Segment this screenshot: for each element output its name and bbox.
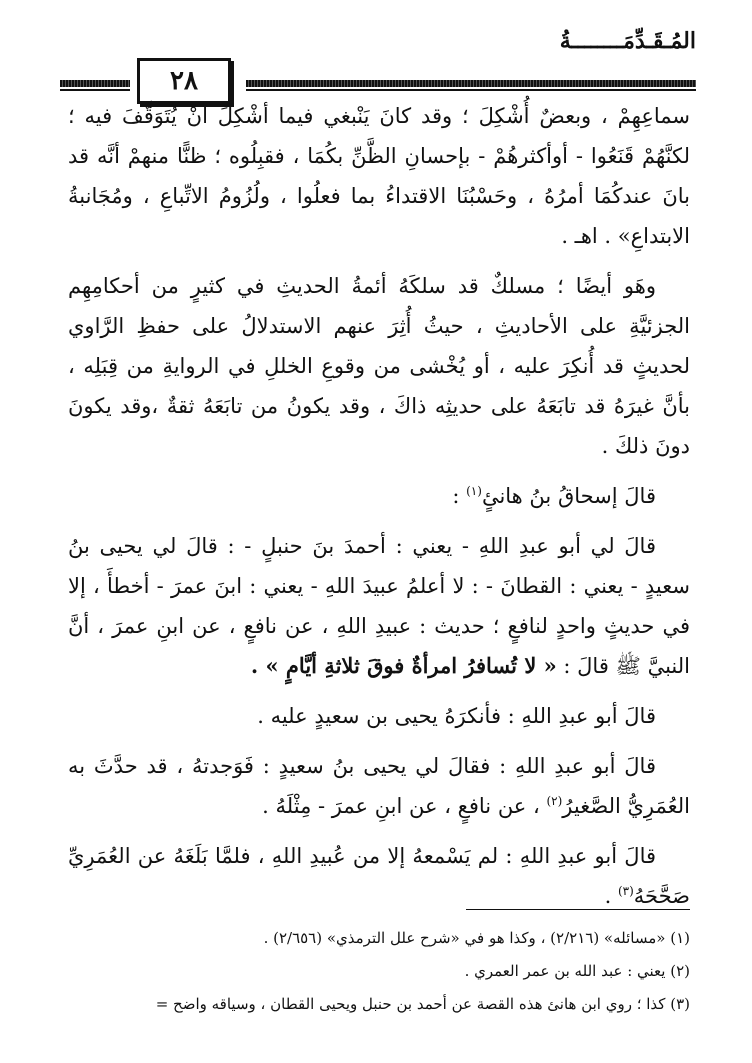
main-text [68, 96, 690, 926]
footnote: (٢) يعني : عبد الله بن عمر العمري . [464, 962, 690, 980]
hadith-quote: « لا تُسافرُ امرأةٌ فوقَ ثلاثةِ أيَّامٍ » . [250, 653, 557, 678]
header-rule-right [246, 80, 696, 96]
paragraph: وهَو أيضًا ؛ مسلكٌ قد سلكَهُ أئمةُ الحديثِ في كثيرٍ من أحكامِهِم الجزئيَّةِ على الأحاديثِ ، حيثُ أُثِرَ عنهم الاستدلالُ على حفظِ الرَّاوي لحديثٍ قد أُنكِرَ عليه ، أو يُخْشى من وقوعِ الخللِ في الروايةِ من قِبَلِه ، بأنَّ غيرَهُ قد تابَعَهُ على حديثِه ذاكَ ، وقد يكونُ من تابَعَهُ ثقةٌ ،وقد يكونَ دونَ ذلكَ . [68, 274, 690, 458]
footnote-ref[interactable]: (٣) [617, 884, 634, 898]
page-header [60, 20, 696, 96]
footnote-divider [466, 909, 690, 910]
paragraph-hadith [68, 526, 690, 686]
paragraph-text: قالَ إسحاقُ بنُ هانئٍ [481, 484, 656, 508]
footnote-ref[interactable]: (٢) [546, 794, 563, 808]
paragraph-ishaq [68, 476, 690, 516]
footnotes [60, 922, 690, 1021]
footnote: (١) «مسائله» (٢/٢١٦) ، وكذا هو في «شرح علل الترمذي» (٢/٦٥٦) . [263, 929, 690, 947]
paragraph-text: قالَ أبو عبدِ اللهِ : فقالَ لي يحيى بنُ سعيدٍ : فَوَجدتهُ ، قد حدَّثَ به العُمَرِيُّ الصَّغيرُ [68, 754, 690, 818]
paragraph-umari [68, 746, 690, 826]
paragraph: سماعِهِمْ ، وبعضٌ أُشْكِلَ ؛ وقد كانَ يَنْبغي فيما أشْكِلَ أنْ يُتَوَقَّفَ فيه ؛ لكنَّهُمْ قَنَعُوا - أوأكثرهُمْ - بإحسانِ الظَّنِّ بكُمَا ، فقبِلُوه ؛ ظنًّا منهمْ أنَّه قد بانَ عندكُمَا أمرُهُ ، وحَسْبُنَا الاقتداءُ بما فعلُوا ، ولُزُومُ الاتِّباعِ ، ومُجَانبةُ الابتداعِ» . اهـ . [68, 104, 690, 248]
header-rule-left [60, 80, 130, 96]
paragraph: قالَ أبو عبدِ اللهِ : فأنكرَهُ يحيى بن سعيدٍ عليه . [257, 704, 656, 728]
paragraph-suffix: ، عن نافعٍ ، عن ابنِ عمرَ - مِثْلَهُ . [262, 794, 547, 818]
footnote: (٣) كذا ؛ روي ابن هانئ هذه القصة عن أحمد بن حنبل ويحيى القطان ، وسياقه واضح = [155, 995, 690, 1013]
paragraph-text: قالَ أبو عبدِ اللهِ : لم يَسْمعهُ إلا من عُبيدِ اللهِ ، فلمَّا بَلَغَهُ عن العُمَرِيِّ صَحَّحَهُ [68, 844, 690, 908]
page-number: ٢٨ [137, 58, 231, 104]
paragraph-suffix: : [452, 484, 467, 508]
paragraph-text: قالَ لي أبو عبدِ اللهِ - يعني : أحمدَ بنَ حنبلٍ - : قالَ لي يحيى بنُ سعيدٍ - يعني : القطانَ - : لا أعلمُ عبيدَ اللهِ - يعني : ابنَ عمرَ - أخطأَ ، إلا في حديثٍ واحدٍ لنافعٍ ؛ حديث : عبيدِ اللهِ ، عن نافعٍ ، عن ابنِ عمرَ ، أنَّ النبيَّ ﷺ قالَ : [68, 534, 690, 678]
paragraph-sahhaha [68, 836, 690, 916]
running-title: المُـقَـدِّمَــــــــةُ [559, 28, 696, 54]
footnote-ref[interactable]: (١) [466, 484, 482, 498]
paragraph-suffix: . [604, 884, 618, 908]
